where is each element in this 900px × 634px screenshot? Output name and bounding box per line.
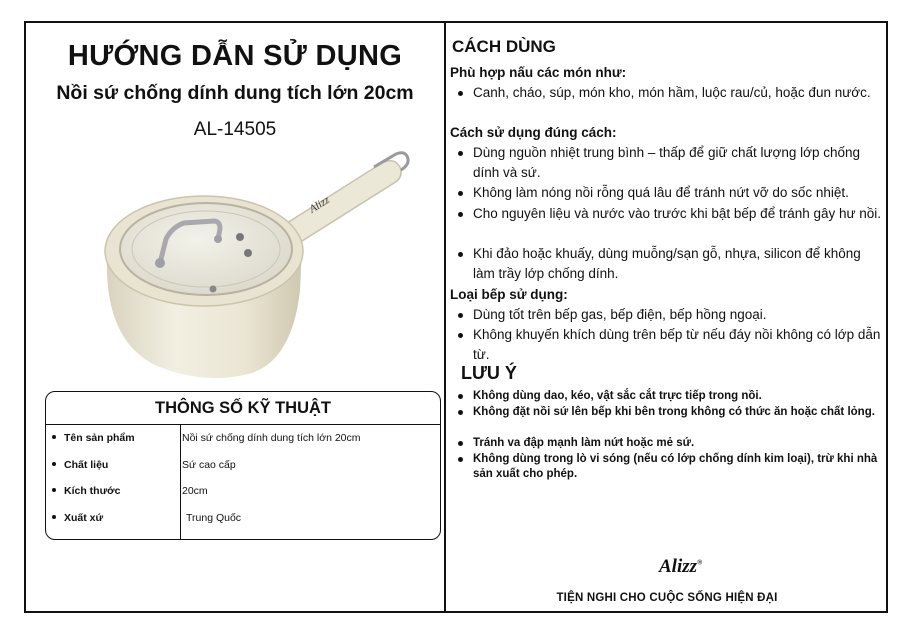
section-title: Loại bếp sử dụng: [450,287,568,302]
list-item: Không làm nóng nồi rỗng quá lâu để tránh nứt vỡ do sốc nhiệt. [473,183,885,203]
spec-label: Tên sản phẩm [52,432,135,444]
spec-table [45,391,441,540]
note-item: Không đặt nồi sứ lên bếp khi bên trong không có thức ăn hoặc chất lỏng. [473,405,885,420]
left-panel [26,23,444,611]
brand-logo: Alizz® [659,556,703,577]
section-title: Cách sử dụng đúng cách: [450,125,617,140]
spec-value: Nồi sứ chống dính dung tích lớn 20cm [182,432,361,444]
list-item: Dùng tốt trên bếp gas, bếp điện, bếp hồng ngoại. [473,305,885,325]
column-divider [444,21,446,613]
handle-brand-text: Alizz [307,194,332,216]
note-item: Tránh va đập mạnh làm nứt hoặc mẻ sứ. [473,436,885,451]
bullet-icon [458,151,463,156]
bullet-icon [458,333,463,338]
note-item: Không dùng dao, kéo, vật sắc cắt trực tiếp trong nồi. [473,389,885,404]
bullet-icon [458,212,463,217]
spec-row [46,478,440,505]
bullet-icon [458,252,463,257]
spec-label: Xuất xứ [52,512,103,524]
spec-row [46,452,440,479]
product-subtitle: Nồi sứ chống dính dung tích lớn 20cm [56,82,414,104]
list-item: Cho nguyên liệu và nước vào trước khi bật bếp để tránh gây hư nồi. [473,204,885,224]
spec-row [46,425,440,452]
list-item: Không khuyến khích dùng trên bếp từ nếu đáy nồi không có lớp dẫn từ. [473,325,885,365]
bullet-icon [458,410,463,415]
bullet-icon [52,515,56,519]
bullet-icon [52,435,56,439]
bullet-icon [458,457,463,462]
bullet-icon [458,191,463,196]
note-item: Không dùng trong lò vi sóng (nếu có lớp chống dính kim loại), trừ khi nhà sản xuất cho phép. [473,452,885,482]
spec-value: Trung Quốc [186,511,242,524]
list-item: Khi đảo hoặc khuấy, dùng muỗng/sạn gỗ, nhựa, silicon để không làm trầy lớp chống dính. [473,244,885,284]
list-item: Dùng nguồn nhiệt trung bình – thấp để giữ chất lượng lớp chống dính và sứ. [473,143,885,183]
pot-image [102,141,432,391]
bullet-icon [458,313,463,318]
spec-value: Sứ cao cấp [182,458,236,471]
spec-title: THÔNG SỐ KỸ THUẬT [46,392,440,425]
section-title: Phù hợp nấu các món như: [450,65,627,80]
bullet-icon [458,91,463,96]
bullet-icon [52,488,56,492]
spec-label: Kích thước [52,485,121,497]
bullet-icon [458,394,463,399]
brand-slogan: TIỆN NGHI CHO CUỘC SỐNG HIỆN ĐẠI [556,592,778,604]
spec-row [46,505,440,532]
model-number: AL-14505 [193,119,277,140]
spec-label: Chất liệu [52,459,108,471]
bullet-icon [52,462,56,466]
usage-heading: CÁCH DÙNG [452,37,556,56]
bullet-icon [458,441,463,446]
list-item: Canh, cháo, súp, món kho, món hầm, luộc rau/củ, hoặc đun nước. [473,83,885,103]
page-title: HƯỚNG DẪN SỬ DỤNG [67,40,403,72]
notes-heading: LƯU Ý [461,363,517,383]
spec-value: 20cm [182,485,208,497]
right-panel [447,23,887,611]
